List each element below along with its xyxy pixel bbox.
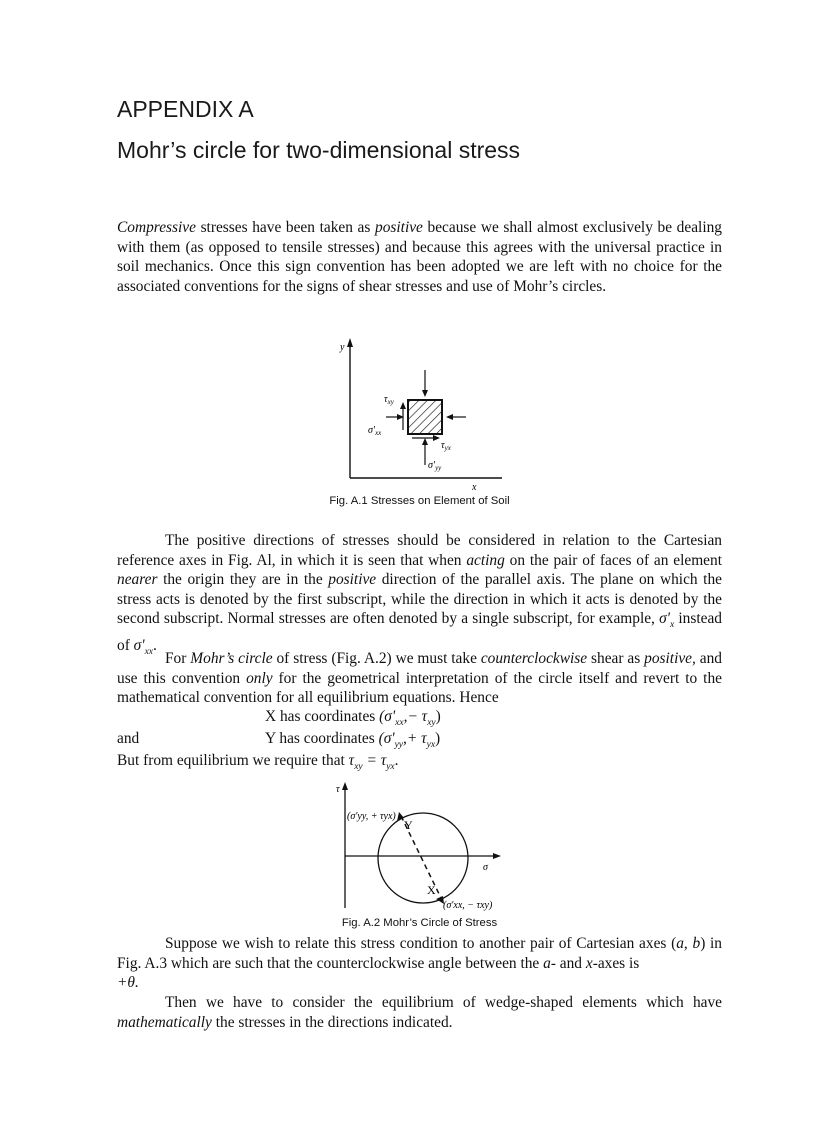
x-coordinates-line	[265, 708, 441, 728]
emph-a: a	[543, 954, 551, 972]
text: But from equilibrium we require that	[117, 752, 345, 769]
equilibrium-line	[117, 752, 399, 772]
text: direction of the parallel axis. The plane on which the stress acts is denoted by the first subscript, while the direction in which it acts is denoted by the second subscript. Normal stresses are often denoted by a single subscript, for example,	[117, 571, 722, 628]
figure-a1-stress-element	[336, 330, 506, 492]
text: on the pair of faces of an element	[504, 551, 722, 569]
tau-xy-symbol: τ	[384, 394, 388, 405]
sigma-yy-symbol: σ'	[428, 460, 436, 471]
soil-element	[408, 400, 442, 434]
paragraph-mohr-convention	[117, 649, 722, 708]
left-shear-arrowhead	[400, 402, 406, 409]
text: -axes is	[592, 954, 640, 972]
point-y-label: Y	[404, 818, 413, 832]
emph-b: b	[692, 935, 701, 952]
paragraph-intro	[117, 218, 722, 296]
text: .	[153, 637, 157, 655]
math: = τ	[362, 752, 387, 769]
math: τ	[348, 752, 355, 769]
emph-compressive: Compressive	[117, 219, 196, 236]
tau-axis-arrowhead	[342, 782, 348, 790]
top-arrowhead	[422, 390, 428, 397]
subscript: xy	[427, 718, 436, 729]
subscript: yy	[394, 740, 404, 751]
sigma-axis-arrowhead	[493, 853, 501, 859]
text: Then we have to consider the equilibrium of wedge-shaped elements which have	[165, 994, 722, 1011]
text: for the geometrical interpretation of the circle itself and revert to the mathematical convention for all equilibrium equations. Hence	[117, 669, 722, 707]
emph-x: x	[585, 954, 593, 972]
bottom-arrowhead	[422, 438, 428, 445]
subscript: x	[669, 620, 675, 631]
emph-nearer: nearer	[117, 571, 158, 589]
figure-a1-caption: Fig. A.1 Stresses on Element of Soil	[329, 495, 510, 507]
y-axis-label: y	[340, 342, 345, 353]
y-coordinates-line	[265, 730, 440, 750]
subscript: xx	[144, 647, 153, 658]
tau-xy-subscript: xy	[387, 398, 394, 406]
text: ,	[683, 935, 693, 952]
text: because we shall almost exclusively be dealing with them (as opposed to tensile stresses) and because this agrees with the universal practice in soil mechanics. Once this sign convention has been adopted we are left with no choice for the associated conventions for the signs of shear stresses and use of Mohr’s circles.	[117, 219, 722, 295]
text: The positive directions of stresses should be considered in relation to the Cartesian reference axes in Fig. Al, in which it is seen that when	[117, 532, 722, 569]
text: the stresses in the directions indicated.	[211, 1013, 453, 1031]
emph-positive: positive	[328, 571, 377, 589]
bottom-shear-arrowhead	[433, 435, 440, 441]
tau-axis-label: τ	[336, 784, 340, 795]
emph-mohrs-circle: Mohr’s circle	[190, 650, 273, 667]
math-theta: +θ.	[117, 974, 139, 992]
subscript: xx	[395, 718, 404, 729]
figure-a2-mohrs-circle	[335, 778, 510, 914]
page-title: Mohr’s circle for two-dimensional stress	[117, 137, 521, 163]
math: (σ'	[379, 708, 396, 725]
sigma-xx-label	[368, 425, 382, 437]
and-label: and	[117, 730, 140, 747]
subscript: yx	[386, 762, 395, 773]
text: and use this convention	[117, 650, 722, 687]
sigma-xx-subscript: xx	[375, 429, 382, 437]
tau-yx-label	[441, 440, 452, 452]
text: ) in Fig. A.3 which are such that the counterclockwise angle between the	[117, 935, 722, 972]
text: Suppose we wish to relate this stress condition to another pair of Cartesian axes (	[165, 935, 677, 952]
math: ,− τ	[403, 708, 428, 725]
mohr-circle	[378, 813, 468, 903]
paragraph-directions	[117, 531, 722, 663]
math-sigma-xx: σ'	[133, 637, 145, 655]
emph-only: only	[246, 669, 273, 687]
math: ,+ τ	[403, 730, 427, 747]
math-sigma-x: σ'	[659, 610, 670, 628]
text: shear as	[587, 650, 645, 667]
text: stresses have been taken as	[195, 219, 376, 236]
math: )	[435, 708, 441, 725]
sigma-xx-symbol: σ'	[368, 425, 376, 436]
y-coordinates-label: Y has coordinates	[265, 730, 375, 747]
subscript: yx	[426, 740, 436, 751]
text: For	[165, 650, 191, 667]
point-x-label: X	[427, 883, 436, 897]
figure-a2-caption: Fig. A.2 Mohr’s Circle of Stress	[341, 917, 498, 929]
appendix-label: APPENDIX A	[117, 96, 254, 122]
text: instead of	[117, 610, 722, 655]
emph-positive: positive	[375, 219, 423, 236]
tau-yx-symbol: τ	[441, 440, 445, 451]
text: the origin they are in the	[157, 571, 329, 589]
emph-counterclockwise: counterclockwise	[480, 650, 588, 667]
emph-positive: positive,	[644, 650, 696, 667]
subscript: xy	[354, 762, 363, 773]
x-coordinates-label: X has coordinates	[265, 708, 376, 725]
tau-xy-label	[384, 394, 395, 406]
sigma-yy-subscript: yy	[435, 464, 442, 472]
paragraph-axes-ab	[117, 934, 722, 993]
paragraph-wedge	[117, 993, 722, 1032]
sigma-axis-label: σ	[483, 862, 488, 873]
y-coordinate-label: (σ'yy, + τyx)	[347, 811, 396, 822]
sigma-yy-label	[428, 460, 442, 472]
math: )	[435, 730, 441, 747]
right-arrowhead	[446, 414, 453, 420]
emph-acting: acting	[466, 551, 505, 569]
y-axis-arrowhead	[347, 338, 353, 347]
math: (σ'	[378, 730, 395, 747]
emph-a: a	[676, 935, 684, 952]
text: of stress (Fig. A.2) we must take	[272, 650, 481, 667]
x-coordinate-label: (σ'xx, − τxy)	[443, 900, 493, 911]
text: .	[394, 752, 399, 769]
x-axis-label: x	[472, 482, 477, 492]
emph-mathematically: mathematically	[117, 1013, 212, 1031]
text: - and	[550, 954, 586, 972]
tau-yx-subscript: yx	[444, 444, 451, 452]
